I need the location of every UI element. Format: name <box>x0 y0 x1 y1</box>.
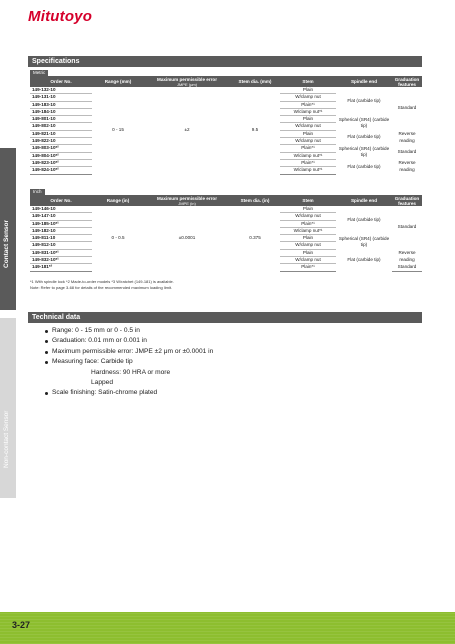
table-row: 149-804-10*² W/clamp nut*¹ <box>30 152 422 159</box>
technical-data-heading: Technical data <box>28 312 422 323</box>
brand-logo: Mitutoyo <box>28 8 93 25</box>
table-row: 149-185-10*¹ Plain*¹ <box>30 220 422 227</box>
side-tab-noncontact-label: Non-contact Sensor <box>3 410 10 468</box>
col-mpe: Maximum permissible error JMPE (μm) <box>144 76 230 87</box>
table-row: 149-824-10*² W/clamp nut*¹ <box>30 167 422 174</box>
col-order: Order No. <box>30 76 92 87</box>
table-row: 149-803-10*² Plain*¹ Spherical (SR4) (carbide tip) Standard <box>32 145 417 158</box>
list-item: Measuring face: Carbide tip <box>45 357 213 367</box>
table-row: 149-802-10 W/clamp nut <box>30 123 422 130</box>
table-row: 149-801-10 Plain Spherical (SR4) (carbide tip) <box>32 116 390 128</box>
table-row: 149-181*³ Plain*¹ Standard <box>30 264 422 271</box>
inch-table <box>30 195 422 272</box>
col-stem: Stem <box>280 195 336 206</box>
table-row: 149-823-10*² Plain*¹ Flat (carbide tip) Reverse reading <box>32 159 416 172</box>
table-row: 149-184-10 W/clamp nut*¹ <box>30 108 422 115</box>
col-order: Order No. <box>30 195 92 206</box>
table-row: 149-831-10*¹ Plain Flat (carbide tip) Reverse reading <box>32 249 416 263</box>
col-stem: Stem <box>280 76 336 87</box>
metric-table <box>30 76 422 175</box>
col-grad: Graduation features <box>392 195 422 206</box>
table-row: 149-146-10 0 - 0.5 ±0.0001 0.375 Plain Flat (carbide tip) Standard <box>32 206 417 241</box>
col-range: Range (in) <box>92 195 144 206</box>
table-row: 149-182-10 W/clamp nut*¹ <box>30 227 422 234</box>
col-spindle: Spindle end <box>336 76 392 87</box>
col-stemdia: Stem dia. (mm) <box>230 76 280 87</box>
list-item: Graduation: 0.01 mm or 0.001 in <box>45 336 213 346</box>
table-row: 149-147-10 W/clamp nut <box>30 213 422 220</box>
table-row: 149-812-10 W/clamp nut <box>30 242 422 249</box>
list-item: Range: 0 - 15 mm or 0 - 0.5 in <box>45 326 213 336</box>
metric-tag: Metric <box>30 70 48 76</box>
specifications-heading: Specifications <box>28 56 422 67</box>
side-tab-noncontact[interactable] <box>0 318 16 498</box>
table-row: 149-183-10 Plain*¹ <box>30 101 422 108</box>
footnotes: *1 With spindle lock *2 Made-to-order models *3 W/ratchet (149-181) is available. Note: Refer to page 3-68 for details of the recommended maximum loading limit. <box>30 279 174 290</box>
table-row: 149-821-10 Plain Flat (carbide tip) Reverse reading <box>32 130 416 143</box>
list-subitem: Lapped <box>91 379 114 387</box>
col-grad: Graduation features <box>392 76 422 87</box>
page-number: 3-27 <box>12 620 31 630</box>
table-row: 149-131-10 W/clamp nut <box>30 94 422 101</box>
side-tab-contact-label: Contact Sensor <box>3 219 10 268</box>
footer-band <box>0 612 455 644</box>
col-mpe: Maximum permissible error JMPE (in) <box>144 195 230 206</box>
table-row: 149-822-10 W/clamp nut <box>30 138 422 145</box>
table-row: 149-132-10 0 - 15 ±2 9.5 Plain Flat (carbide tip) Standard <box>32 87 417 133</box>
list-subitem: Hardness: 90 HRA or more <box>91 368 171 376</box>
technical-data-list <box>45 326 213 399</box>
inch-tag: Inch <box>30 189 45 195</box>
col-spindle: Spindle end <box>336 195 392 206</box>
col-stemdia: Stem dia. (in) <box>230 195 280 206</box>
table-row: 149-811-10 Plain Spherical (SR4) (carbide tip) <box>32 235 390 247</box>
col-range: Range (mm) <box>92 76 144 87</box>
list-item: Scale finishing: Satin-chrome plated <box>45 388 213 398</box>
table-row: 149-832-10*¹ W/clamp nut <box>30 257 422 264</box>
list-item: Maximum permissible error: JMPE ±2 μm or ±0.0001 in <box>45 347 213 357</box>
